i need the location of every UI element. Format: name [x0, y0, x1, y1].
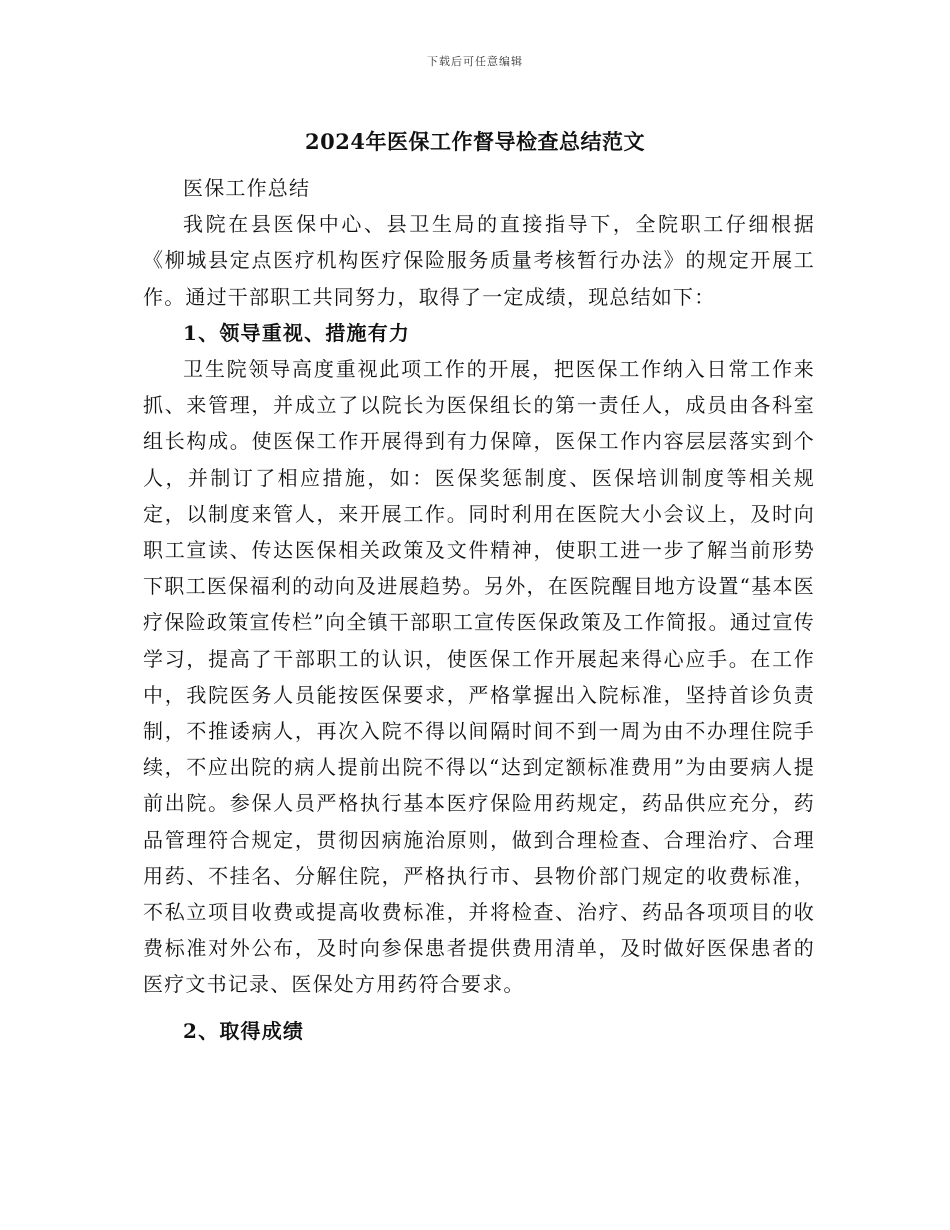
- document-body: [143, 170, 815, 1049]
- section-heading-2: 2、取得成绩: [183, 1018, 305, 1043]
- header-note: 下载后可任意编辑: [427, 55, 523, 68]
- document-title: 2024年医保工作督导检查总结范文: [305, 129, 645, 154]
- paragraph-section-1: 卫生院领导高度重视此项工作的开展，把医保工作纳入日常工作来抓、来管理，并成立了以院长为医保组长的第一责任人，成员由各科室组长构成。使医保工作开展得到有力保障，医保工作内容层层落实到个人，并制订了相应措施，如：医保奖惩制度、医保培训制度等相关规定，以制度来管人，来开展工作。同时利用在医院大小会议上，及时向职工宣读、传达医保相关政策及文件精神，使职工进一步了解当前形势下职工医保福利的动向及进展趋势。另外，在医院醒目地方设置“基本医疗保险政策宣传栏”向全镇干部职工宣传医保政策及工作简报。通过宣传学习，提高了干部职工的认识，使医保工作开展起来得心应手。在工作中，我院医务人员能按医保要求，严格掌握出入院标准，坚持首诊负责制，不推诿病人，再次入院不得以间隔时间不到一周为由不办理住院手续，不应出院的病人提前出院不得以“达到定额标准费用”为由要病人提前出院。参保人员严格执行基本医疗保险用药规定，药品供应充分，药品管理符合规定，贯彻因病施治原则，做到合理检查、合理治疗、合理用药、不挂名、分解住院，严格执行市、县物价部门规定的收费标准，不私立项目收费或提高收费标准，并将检查、治疗、药品各项项目的收费标准对外公布，及时向参保患者提供费用清单，及时做好医保患者的医疗文书记录、医保处方用药符合要求。: [143, 357, 815, 997]
- section-heading-1: 1、领导重视、措施有力: [183, 320, 411, 345]
- paragraph-subtitle: 医保工作总结: [183, 176, 311, 200]
- paragraph-intro: 我院在县医保中心、县卫生局的直接指导下，全院职工仔细根据《柳城县定点医疗机构医疗保险服务质量考核暂行办法》的规定开展工作。通过干部职工共同努力，取得了一定成绩，现总结如下：: [143, 212, 815, 309]
